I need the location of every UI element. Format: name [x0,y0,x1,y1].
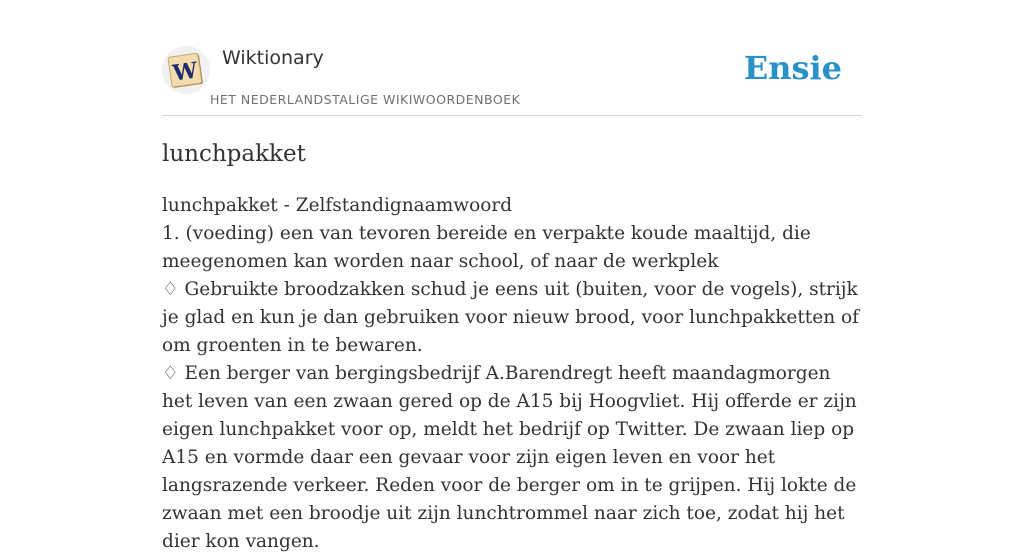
svg-text:W: W [171,57,200,87]
site-tagline: HET NEDERLANDSTALIGE WIKIWOORDENBOEK [210,92,521,107]
example-sentence: ♢ Gebruikte broodzakken schud je eens uit (buiten, voor de vogels), strijk je glad en kun je dan gebruiken voor nieuw brood, voor lunchpakketten of om groenten in te bewaren. [162,279,859,356]
wiktionary-logo-icon[interactable] [162,46,210,94]
page-container [162,0,862,552]
site-header [162,0,862,116]
page-title: lunchpakket [162,141,306,167]
headword-line: lunchpakket - Zelfstandignaamwoord [162,195,513,216]
definition: 1. (voeding) een van tevoren bereide en verpakte koude maaltijd, die meegenomen kan worden naar school, of naar de werkplek [162,223,811,272]
entry-content [162,192,862,556]
example-sentence: ♢ Een berger van bergingsbedrijf A.Barendregt heeft maandagmorgen het leven van een zwaan gered op de A15 bij Hoogvliet. Hij offerde er zijn eigen lunchpakket voor op, meldt het bedrijf op Twitter. De zwaan liep op A15 en vormde daar een gevaar voor zijn eigen leven en voor het langsrazende verkeer. Reden voor de berger om in te grijpen. Hij lokte de zwaan met een broodje uit zijn lunchtrommel naar zich toe, zodat hij het dier kon vangen. [162,363,857,552]
ensie-brand-logo[interactable]: Ensie [743,49,842,87]
site-name[interactable]: Wiktionary [222,47,324,69]
